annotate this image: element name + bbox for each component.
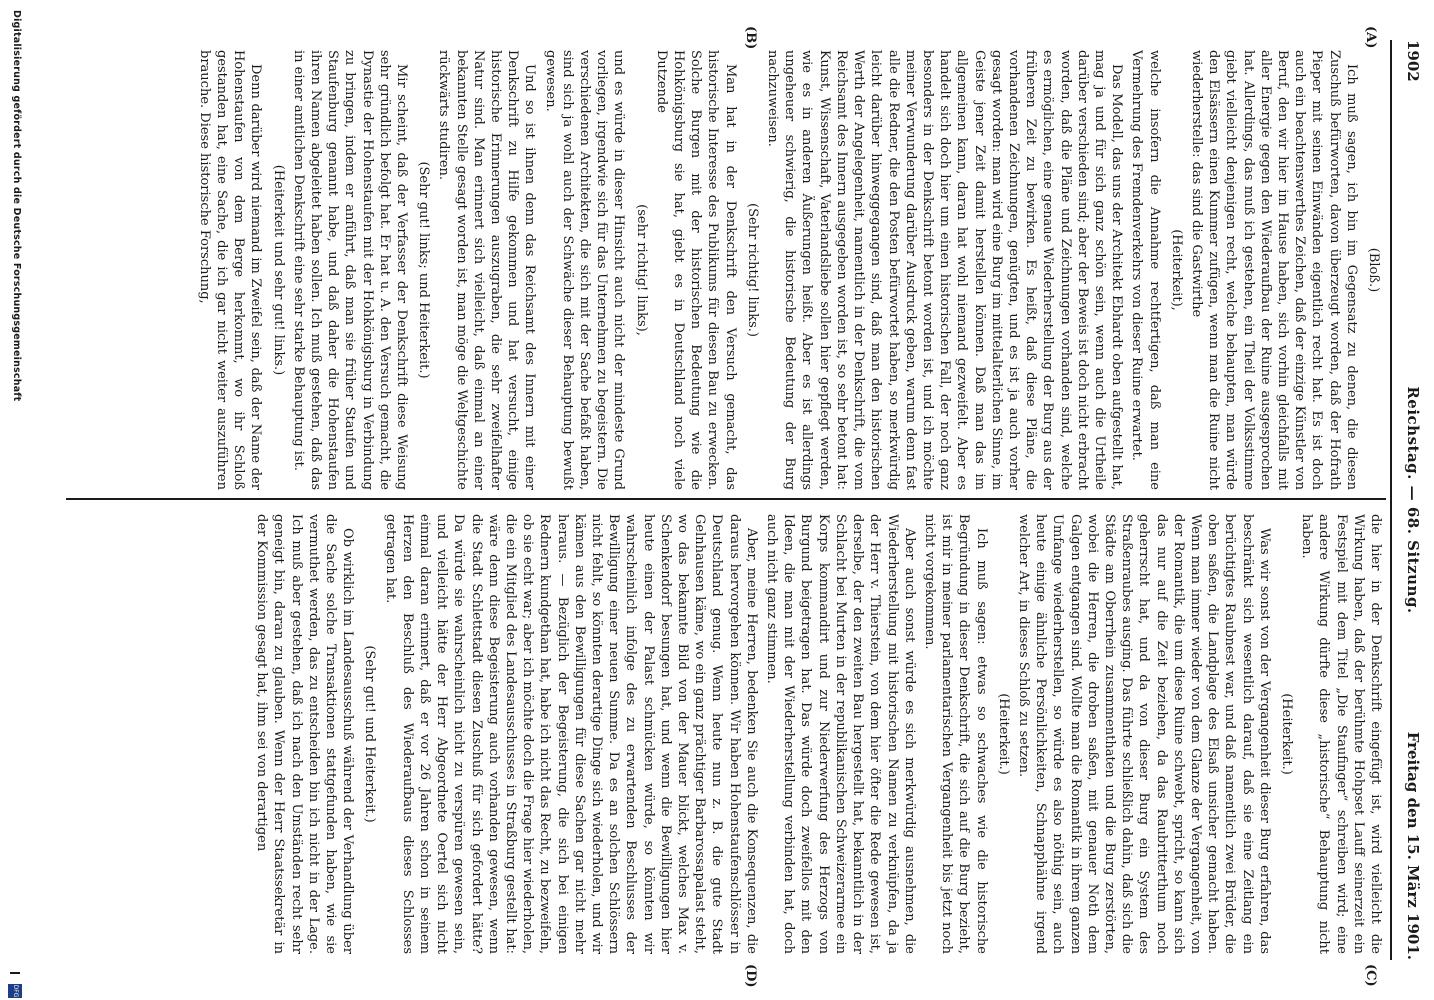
session-title: Reichstag. — 68. Sitzung. (1404, 386, 1422, 614)
page-footer (4, 0, 22, 1000)
interjection: (Sehr richtig! links.) (744, 203, 760, 337)
page-number: 1902 (1404, 40, 1422, 82)
interjection: (Heiterkeit und sehr gut! links.) (270, 164, 286, 376)
interjection: (sehr richtig! links), (633, 204, 649, 336)
interjection: (Heiterkeit.) (1278, 693, 1294, 775)
margin-marker-d: (D) (743, 964, 758, 988)
interjection: (Heiterkeit.) (995, 693, 1011, 775)
paragraph: Ich muß sagen: etwas so schwaches wie die historische Begründung in dieser Denkschrift, die sich auf die Burg bezieht, ist mir in meiner parlamentarischen Vergangenheit bis jetzt noch nicht vorgekommen. (921, 514, 989, 954)
interjection: (Bloß.) (1366, 247, 1381, 293)
margin-marker-b: (B) (743, 26, 758, 50)
left-text-column (64, 50, 1384, 490)
margin-marker-c: (C) (1363, 964, 1378, 987)
session-date: Freitag den 15. März 1901. (1404, 731, 1422, 960)
paragraph: Mir scheint, daß der Verfasser der Denkschrift diese Weisung sehr gründlich befolgt hat. Er hat u. A. den Versuch gemacht, die Dynastie der Hohenstaufen mit der Hohkönigsburg in Verbindung zu bringen, indem er anführt, daß man sie früher Staufen und Staufenburg genannt habe, und daß daher die Hohenstaufen ihren Namen abgeleitet haben sollen. Ich muß gestehen, daß das in einer amtlichen Denkschrift eine sehr starke Behauptung ist. (290, 50, 410, 490)
paragraph: Was wir sonst von der Vergangenheit dieser Burg erfahren, das beschränkt sich wesentlich darauf, daß sie eine Zeitlang ein berüchtigtes Raubnest war, und daß namentlich zwei Brüder, die oben saßen, die Landplage des Elsaß unsicher gemacht haben. Wenn man immer wieder von dem Glanze der Vergangenheit, von der Romantik, die um diese Ruine schwebt, spricht, so kann sich das nur auf die Zeit beziehen, da das Raubritterthum noch geherrscht hat, und da von dieser Burg ein System des Straßenraubes ausging. Das führte schließlich dahin, daß sich die Städte am Oberrhein zusammenthaten und die Burg zerstörten, wobei die Herren, die droben saßen, mit genauer Noth dem Galgen entgangen sind. Wollte man die Romantik in ihrem ganzen Umfange wiederherstellen, so würde es also nöthig sein, auch heute einige ähnliche Persönlichkeiten, Schnapphähne irgend welcher Art, in dieses Schloß zu setzen. (1015, 514, 1272, 954)
interjection: (Sehr gut! links; und Heiterkeit.) (416, 161, 432, 379)
paragraph: die hier in der Denkschrift eingefügt ist, wird vielleicht die Wirkung haben, daß der berühmte Hohpset Lauff seinerzeit ein Festspiel mit dem Titel „Die Staufinger“ schreiben wird; eine andere Wirkung dürfte diese „historische“ Behauptung nicht haben. (1299, 514, 1383, 954)
paragraph: Und so ist ihnen denn das Reichsamt des Innern mit einer Denkschrift zu Hilfe gekommen und hat versucht, einige historische Erinnerungen auszugraben, die sehr zweifelhafter Natur sind. Man erinnert sich vielleicht, daß einmal an einer bekannten Stelle gesagt worden ist, man möge die Weltgeschichte rückwärts studiren. (436, 50, 538, 490)
paragraph: Aber, meine Herren, bedenken Sie auch die Konsequenzen, die daraus hervorgehen können. Wir haben Hohenstaufenschlösser in Deutschland genug. Wenn heute nun z. B. die gute Stadt Gelnhausen käme, wo ein ganz prächtiger Barbarossapalast steht, wo das bekannte Bild von der Mauer blickt, welches Max v. Schenkendorf besungen hat, und wenn die Bewilligungen hier heute einen der Palast schmücken würde, so könnten wir wahrscheinlich infolge des zu erwartenden Beschlusses der Bewilligung einer neuen Summe. Da es an solchen Schlössern nicht fehlt, so könnten derartige Dinge sich wiederholen, und wir kämen aus den Bewilligungen für diese Sachen gar nicht mehr heraus. — Bezüglich der Begeisterung, die sich bei einigen Rednern kundgethan hat, habe ich nicht das Recht, zu bezweifeln, ob sie echt war; aber ich möchte doch die Frage hier wiederholen, die ein Mitglied des Landesausschusses in Straßburg gestellt hat: wäre denn diese Begeisterung auch vorhanden gewesen, wenn die Stadt Schlettstadt diesen Zuschuß für sich gefordert hätte? Da würde sie wahrscheinlich nicht zu verspüren gewesen sein, und vielleicht hätte der Herr Abgeordnete Oertel sich nicht einmal daran erinnert, daß er vor 26 Jahren schon in seinem Herzen den Beschluß des Wiederaufbaus dieses Schlosses getragen hat. (382, 514, 759, 954)
dfg-logo-icon: DFG (8, 984, 22, 998)
right-text-column (64, 514, 1384, 954)
paragraph: und es würde in dieser Hinsicht auch nicht der mindeste Grund vorliegen, irgendwie sich für das Unternehmen zu begeistern. Die verschiedenen Architekten, die sich mit der Sache befaßt haben, sind sich ja wohl auch der Schwäche dieser Behauptung bewußt gewesen. (542, 50, 627, 490)
page-header (1394, 40, 1422, 960)
header-rule (1390, 40, 1392, 960)
paragraph: welche insofern die Annahme rechtfertigen, daß man eine Vermehrung des Fremdenverkehrs von dieser Ruine erwartet. (1129, 50, 1162, 490)
column-divider (66, 498, 1386, 500)
interjection: (Heiterkeit), (1168, 229, 1184, 311)
paragraph: Denn darüber wird niemand im Zweifel sein, daß der Name der Hohenstaufen von dem Berge herkommt, wo ihr Schloß gestanden hat, eine Sache, die ich gar nicht weiter auszuführen brauche. Diese historische Forschung, (196, 50, 264, 490)
paragraph: Das Modell, das uns der Architekt Ebhardt oben aufgestellt hat, mag ja und für sich ganz schön sein, wenn auch die Urtheile darüber verschieden sind; aber der Beweis ist doch nicht erbracht worden, daß die Pläne und Zeichnungen vorhanden sind, welche es ermöglichen, eine genaue Wiederherstellung der Burg aus der früheren Zeit zu bewirken. Es heißt, daß diese Pläne, die vorhandenen Zeichnungen, genügten, und es ist ja auch vorher gesagt worden: man wird eine Burg im mittelalterlichen Sinne, im Geiste jener Zeit damit herstellen können. Daß man das im allgemeinen kann, daran hat wohl niemand gezweifelt. Aber es handelt sich doch hier um einen historischen Fall, der noch ganz besonders in der Denkschrift betont worden ist, und ich möchte meiner Verwunderung darüber Ausdruck geben, warum denn fast alle die Redner, die den Posten befürwortet haben, so merkwürdig leicht darüber hinweggegangen sind, daß man den historischen Werth der Angelegenheit, namentlich in der Denkschrift, die vom Reichsamt des Innern ausgegeben worden ist, so sehr betont hat: Kunst, Wissenschaft, Vaterlandsliebe sollen hier gepflegt werden, wie es in anderen Äußerungen heißt. Aber es ist allerdings ungeheuer schwierig, die historische Bedeutung der Burg nachzuweisen. (765, 50, 1125, 490)
interjection: (Sehr gut! und Heiterkeit.) (362, 645, 378, 823)
paragraph: Ich muß sagen, ich bin im Gegensatz zu denen, die diesen Zuschuß befürworten, davon überzeugt worden, daß der Hofrath Pieper mit seinen Einwänden eigentlich recht hat. Es ist doch auch ein beachtenswerthes Zeichen, daß der einzige Künstler von Beruf, den wir hier im Hause haben, sich vorhin gleichfalls mit aller Energie gegen den Wiederaufbau der Ruine ausgesprochen hat. Allerdings, das muß ich gestehen, ein Theil der Volksstimme giebt vielleicht denjenigen recht, welche behaupten, man würde den Elsässern einen Kummer zufügen, wenn man die Ruine nicht wiederherstelle: das sind die Gastwirthe (1188, 50, 1359, 490)
digitization-credit: Digitalisierung gefördert durch die Deutsche Forschungsgemeinschaft (11, 10, 22, 402)
footer-tick-mark (10, 972, 20, 974)
paragraph: Ob wirklich im Landesausschuß während der Verhandlung über die Sache solche Transaktionen stattgefunden haben, wie sie vermuthet werden, das zu entscheiden bin ich nicht in der Lage. Ich muß aber gestehen, daß ich nach den Umständen recht sehr geneigt bin, daran zu glauben. Wenn der Herr Staatssekretär in der Kommission gesagt hat, ihm sei von derartigen (254, 514, 356, 954)
paragraph: Man hat in der Denkschrift den Versuch gemacht, das historische Interesse des Publikums für diesen Bau zu erwecken. Solche Burgen mit der historischen Bedeutung wie die Hohkönigsburg sie hat, giebt es in Deutschland noch viele Dutzende (653, 50, 738, 490)
margin-marker-a: (A) (1363, 26, 1378, 49)
paragraph: Aber auch sonst würde es sich merkwürdig ausnehmen, die Wiederherstellung mit historischen Namen zu verknüpfen, da ja der Herr v. Thierstein, von dem hier öfter die Rede gewesen ist, derselbe, der den zweiten Bau hergestellt hat, bekanntlich in der Schlacht bei Murten in der republikanischen Schweizerarmee ein Korps kommandirt und zur Niederwerfung des Herzogs von Burgund beigetragen hat. Das würde doch zweifellos mit den Ideen, die man mit der Wiederherstellung verbinden hat, doch auch nicht ganz stimmen. (764, 514, 917, 954)
